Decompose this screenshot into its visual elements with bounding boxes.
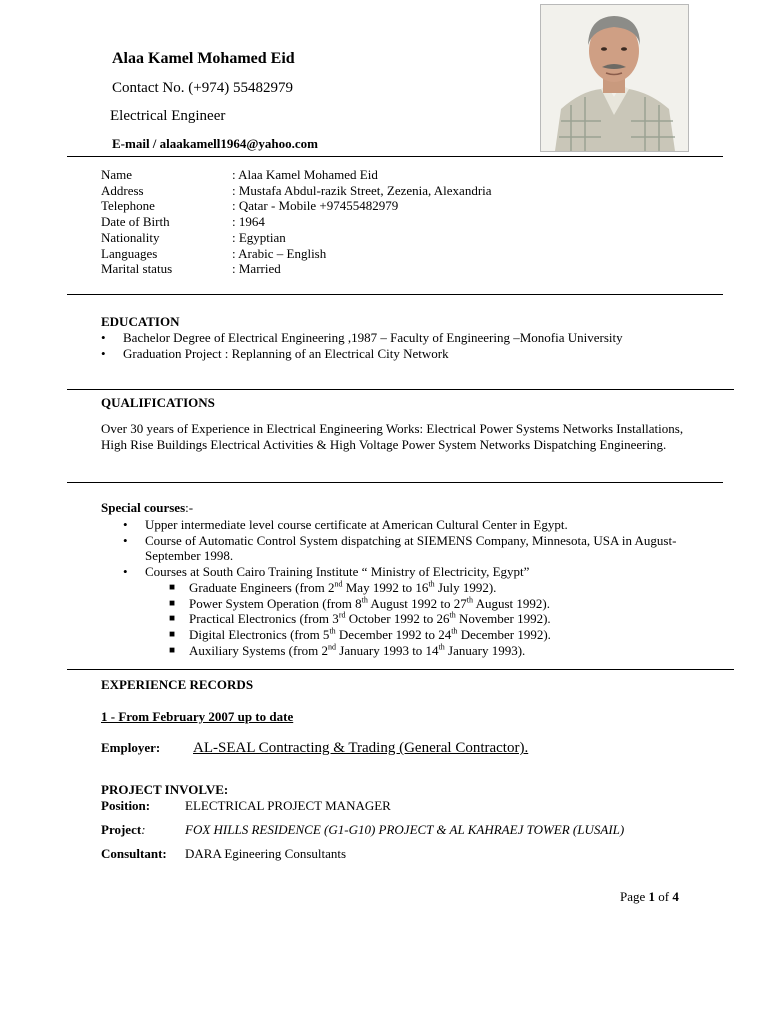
sub-text: August 1992).	[473, 595, 550, 611]
info-value: : Married	[232, 261, 281, 277]
divider	[67, 294, 723, 295]
course-item-text: Course of Automatic Control System dispatching at SIEMENS Company, Minnesota, USA in August-September 1998.	[145, 532, 677, 564]
course-item-text: Upper intermediate level course certificate at American Cultural Center in Egypt.	[145, 517, 568, 532]
special-courses-suffix: :-	[185, 500, 194, 515]
candidate-name: Alaa Kamel Mohamed Eid	[112, 50, 295, 67]
experience-period: 1 - From February 2007 up to date	[101, 709, 294, 724]
ordinal: nd	[328, 642, 337, 652]
project-involve-heading: PROJECT INVOLVE:	[101, 782, 229, 797]
experience-heading: EXPERIENCE RECORDS	[101, 677, 254, 692]
personal-info	[101, 167, 492, 277]
sub-text: January 1993).	[444, 642, 526, 658]
info-value: : Arabic – English	[232, 245, 327, 261]
course-sub-item	[169, 642, 690, 659]
sub-text: Power System Operation (from 8	[189, 595, 362, 611]
project-row	[101, 822, 624, 838]
info-row-telephone	[101, 198, 492, 214]
sub-text: Digital Electronics (from 5	[189, 626, 330, 642]
qualifications-text: Over 30 years of Experience in Electrical Engineering Works: Electrical Power Systems Networks Installations, High Rise Buildings Electrical Activities & High Voltage Power System Networks Dispatching Engineering.	[101, 421, 684, 452]
page-total: 4	[672, 889, 679, 904]
employer-name: AL-SEAL Contracting & Trading (General Contractor).	[193, 740, 529, 756]
course-sub-item	[169, 579, 690, 596]
ordinal: th	[451, 626, 458, 636]
project-label-text: Project	[101, 822, 142, 837]
sub-text: October 1992 to 26	[345, 611, 450, 627]
sub-text: Practical Electronics (from 3	[189, 611, 339, 627]
sub-text: July 1992).	[434, 579, 497, 595]
project-label	[101, 822, 185, 838]
bullet-icon: •	[123, 532, 128, 548]
position-value: ELECTRICAL PROJECT MANAGER	[185, 798, 391, 813]
ordinal: rd	[338, 610, 346, 620]
page-number	[620, 889, 679, 905]
info-label: Languages	[101, 245, 158, 261]
consultant-value: DARA Egineering Consultants	[185, 846, 347, 861]
course-item	[123, 517, 690, 533]
employer-row	[101, 740, 528, 757]
email-line: E-mail / alaakamell1964@yahoo.com	[112, 136, 319, 151]
ordinal: nd	[334, 579, 343, 589]
divider	[67, 156, 723, 157]
info-label: Marital status	[101, 261, 173, 277]
project-label-colon: :	[141, 822, 146, 837]
divider	[67, 669, 734, 670]
sub-text: August 1992 to 27	[367, 595, 467, 611]
info-value: : 1964	[232, 214, 265, 230]
info-row-dob	[101, 214, 492, 230]
info-row-marital	[101, 261, 492, 277]
divider	[67, 389, 734, 390]
page-of: of	[655, 889, 673, 904]
info-label: Address	[101, 182, 144, 198]
bullet-icon: •	[123, 517, 128, 532]
sub-text: Graduate Engineers (from 2	[189, 579, 335, 595]
education-item	[101, 330, 643, 346]
position-row	[101, 798, 391, 814]
consultant-row	[101, 846, 346, 862]
page-current: 1	[648, 889, 656, 904]
course-sub-item	[169, 626, 690, 643]
course-item	[123, 564, 690, 580]
ordinal: th	[361, 595, 368, 605]
square-bullet-icon: ■	[169, 644, 176, 656]
info-row-languages	[101, 246, 492, 262]
special-courses-list	[123, 517, 690, 658]
employer-label: Employer:	[101, 740, 161, 755]
project-value: FOX HILLS RESIDENCE (G1-G10) PROJECT & AL KAHRAEJ TOWER (LUSAIL)	[185, 822, 625, 837]
divider	[67, 482, 723, 483]
sub-text: January 1993 to 14	[336, 642, 439, 658]
education-heading: EDUCATION	[101, 314, 180, 329]
portrait-icon	[541, 5, 688, 151]
square-bullet-icon: ■	[169, 628, 176, 640]
bullet-icon: •	[101, 345, 106, 361]
page-prefix: Page	[620, 889, 649, 904]
consultant-label: Consultant:	[101, 846, 167, 861]
course-item-text: Courses at South Cairo Training Institute “ Ministry of Electricity, Egypt”	[145, 564, 530, 580]
info-row-nationality	[101, 230, 492, 246]
info-value: : Alaa Kamel Mohamed Eid	[232, 167, 378, 182]
info-label: Name	[101, 167, 133, 182]
info-label: Nationality	[101, 229, 160, 245]
portrait-photo	[540, 4, 689, 152]
square-bullet-icon: ■	[169, 613, 176, 625]
ordinal: th	[329, 626, 336, 636]
sub-text: November 1992).	[455, 611, 551, 627]
job-title: Electrical Engineer	[110, 108, 226, 124]
education-item-text: Graduation Project : Replanning of an Electrical City Network	[123, 345, 449, 361]
info-value: : Mustafa Abdul-razik Street, Zezenia, Alexandria	[232, 182, 492, 198]
square-bullet-icon: ■	[169, 597, 176, 609]
education-item	[101, 345, 643, 362]
square-bullet-icon: ■	[169, 581, 176, 593]
special-courses-heading	[101, 500, 193, 516]
sub-text: Auxiliary Systems (from 2	[189, 642, 329, 658]
ordinal: th	[428, 579, 435, 589]
ordinal: th	[449, 610, 456, 620]
course-sub-item	[169, 595, 690, 612]
info-row-address	[101, 183, 492, 199]
education-item-text: Bachelor Degree of Electrical Engineering ,1987 – Faculty of Engineering –Monofia University	[123, 330, 623, 345]
contact-number: Contact No. (+974) 55482979	[112, 80, 293, 96]
special-courses-title: Special courses	[101, 500, 186, 515]
course-sub-item	[169, 610, 690, 627]
position-label: Position:	[101, 798, 151, 813]
course-item	[123, 532, 690, 564]
info-value: : Egyptian	[232, 229, 286, 245]
sub-text: December 1992).	[457, 626, 551, 642]
info-row-name	[101, 167, 492, 183]
info-label: Telephone	[101, 198, 155, 214]
bullet-icon: •	[101, 330, 106, 345]
info-value: : Qatar - Mobile +97455482979	[232, 198, 399, 214]
qualifications-heading: QUALIFICATIONS	[101, 395, 215, 410]
ordinal: th	[466, 595, 474, 605]
ordinal: th	[438, 642, 445, 652]
education-list	[101, 330, 643, 361]
sub-text: December 1992 to 24	[335, 626, 452, 642]
info-label: Date of Birth	[101, 214, 170, 230]
sub-text: May 1992 to 16	[342, 579, 429, 595]
bullet-icon: •	[123, 564, 128, 580]
